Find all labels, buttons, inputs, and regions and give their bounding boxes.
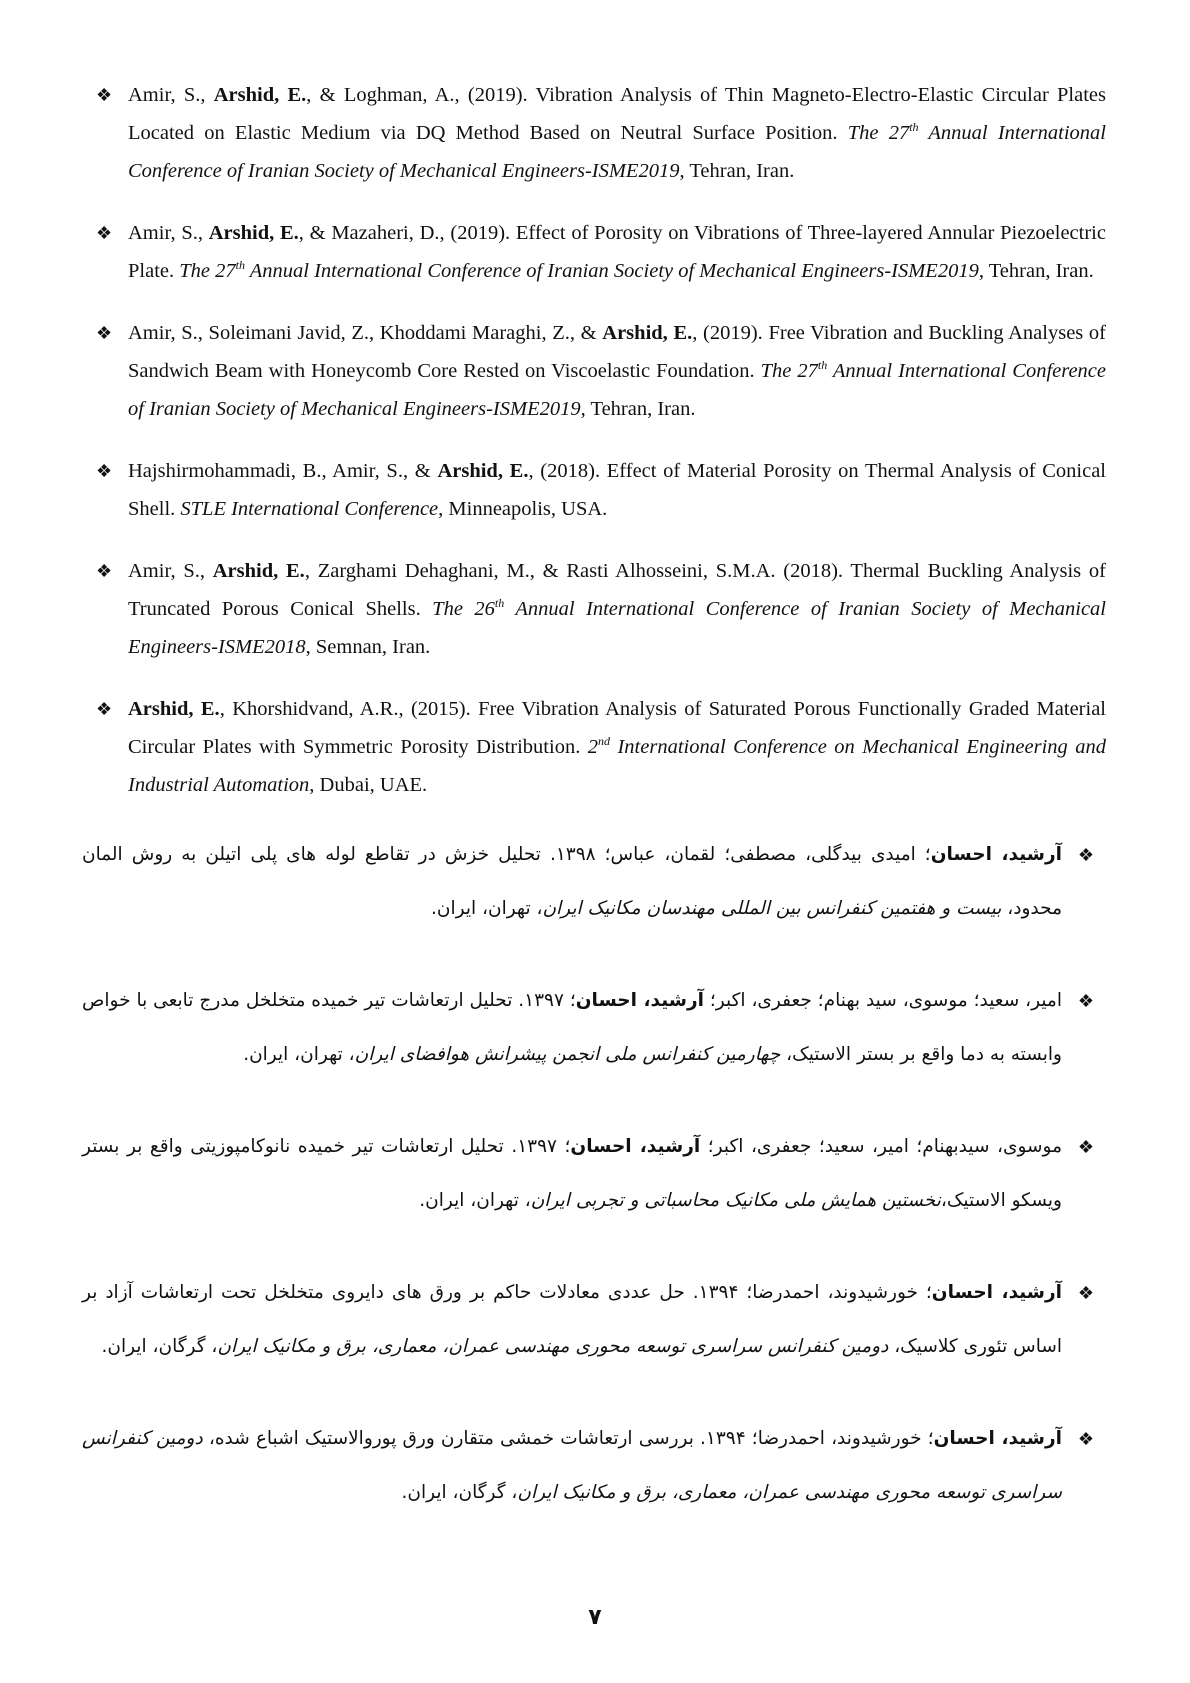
ref-text: , (2018). Effect of Material Porosity on Thermal Analysis of Conical Shell. (128, 460, 1106, 520)
diamond-bullet-icon: ❖ (96, 461, 113, 481)
reference-item (96, 452, 1106, 528)
ref-venue: The 26th Annual International Conference of Iranian Society of Mechanical Engineers-ISME2018 (128, 596, 1107, 658)
ref-highlight-author: آرشید، احسان (570, 1136, 701, 1157)
ref-text: ؛ امیدی بیدگلی، مصطفی؛ لقمان، عباس؛ ۱۳۹۸. تحلیل خزش در تقاطع لوله های پلی اتیلن به روش المان محدود، (82, 844, 1062, 919)
ref-highlight-author: Arshid, E. (437, 460, 529, 482)
persian-reference-list (82, 828, 1094, 1520)
reference-item (96, 690, 1106, 804)
diamond-bullet-icon: ❖ (1077, 991, 1094, 1011)
ref-authors: Amir, S., (128, 560, 213, 582)
ref-highlight-author: آرشید، احسان (933, 1428, 1062, 1449)
ref-location: ، گرگان، ایران. (101, 1336, 218, 1357)
ref-location: , Tehran, Iran. (580, 398, 696, 420)
ref-venue: 2nd International Conference on Mechanical Engineering and Industrial Automation (128, 734, 1106, 796)
ref-text: ؛ ۱۳۹۷. تحلیل ارتعاشات تیر خمیده متخلخل مدرج تابعی با خواص وابسته به دما واقع بر بستر الاستیک، (82, 990, 1062, 1065)
ref-location: , Semnan, Iran. (305, 636, 431, 658)
ref-highlight-author: آرشید، احسان (931, 1282, 1062, 1303)
ref-location: ، تهران، ایران. (243, 1044, 355, 1065)
ref-venue: دومین کنفرانس سراسری توسعه محوری مهندسی عمران، معماری، برق و مکانیک ایران (217, 1336, 889, 1357)
ref-highlight-author: آرشید، احسان (575, 990, 704, 1011)
reference-item (96, 76, 1106, 190)
ref-highlight-author: Arshid, E. (212, 560, 305, 582)
reference-item (96, 314, 1106, 428)
ref-location: , Tehran, Iran. (978, 260, 1094, 282)
ref-text: ؛ ۱۳۹۷. تحلیل ارتعاشات تیر خمیده نانوکامپوزیتی واقع بر بستر ویسکو الاستیک، (82, 1136, 1062, 1211)
ref-text: ؛ خورشیدوند، احمدرضا؛ ۱۳۹۴. حل عددی معادلات حاکم بر ورق های دایروی متخلخل تحت ارتعاشات آزاد بر اساس تئوری کلاسیک، (82, 1282, 1062, 1357)
ref-location: ، تهران، ایران. (431, 898, 543, 919)
ref-location: ، تهران، ایران. (419, 1190, 531, 1211)
diamond-bullet-icon: ❖ (96, 699, 113, 719)
ref-venue: بیست و هفتمین کنفرانس بین المللی مهندسان مکانیک ایران (542, 898, 1002, 919)
reference-item (96, 214, 1106, 290)
ref-authors: Hajshirmohammadi, B., Amir, S., & (128, 460, 438, 482)
reference-item (96, 552, 1106, 666)
ref-venue: The 27th Annual International Conference of Iranian Society of Mechanical Engineers-ISME2019 (179, 258, 979, 282)
reference-item (82, 1412, 1094, 1520)
ref-authors: Amir, S., (128, 84, 214, 106)
ref-authors: موسوی، سیدبهنام؛ امیر، سعید؛ جعفری، اکبر؛ (700, 1136, 1062, 1157)
ref-venue: نخستین همایش ملی مکانیک محاسباتی و تجربی ایران (530, 1190, 941, 1211)
page-number: ۷ (588, 1605, 602, 1630)
ref-location: , Minneapolis, USA. (438, 498, 608, 520)
ref-venue: دومین کنفرانس سراسری توسعه محوری مهندسی عمران، معماری، برق و مکانیک ایران (82, 1428, 1062, 1503)
ref-text: ؛ خورشیدوند، احمدرضا؛ ۱۳۹۴. بررسی ارتعاشات خمشی متقارن ورق پوروالاستیک اشباع شده، (202, 1428, 934, 1449)
diamond-bullet-icon: ❖ (96, 85, 113, 105)
reference-item (82, 974, 1094, 1082)
diamond-bullet-icon: ❖ (1077, 1137, 1094, 1157)
ref-highlight-author: Arshid, E. (602, 322, 693, 344)
ref-highlight-author: Arshid, E. (128, 698, 220, 720)
ref-location: ، گرگان، ایران. (401, 1482, 518, 1503)
ref-venue: چهارمین کنفرانس ملی انجمن پیشرانش هوافضای ایران (354, 1044, 781, 1065)
ref-venue: The 27th Annual International Conference of Iranian Society of Mechanical Engineers-ISME2019 (128, 358, 1107, 420)
ref-text: , (2019). Free Vibration and Buckling Analyses of Sandwich Beam with Honeycomb Core Rested on Viscoelastic Foundation. (128, 322, 1106, 382)
diamond-bullet-icon: ❖ (1077, 1429, 1094, 1449)
diamond-bullet-icon: ❖ (96, 223, 113, 243)
diamond-bullet-icon: ❖ (96, 323, 113, 343)
ref-highlight-author: Arshid, E. (208, 222, 299, 244)
ref-highlight-author: Arshid, E. (213, 84, 307, 106)
ref-location: , Dubai, UAE. (309, 774, 428, 796)
ref-authors: امیر، سعید؛ موسوی، سید بهنام؛ جعفری، اکبر؛ (703, 990, 1062, 1011)
ref-highlight-author: آرشید، احسان (930, 844, 1062, 865)
reference-item (82, 1120, 1094, 1228)
diamond-bullet-icon: ❖ (96, 561, 113, 581)
english-reference-list (96, 76, 1106, 804)
reference-item (82, 1266, 1094, 1374)
diamond-bullet-icon: ❖ (1077, 845, 1094, 865)
ref-authors: Amir, S., Soleimani Javid, Z., Khoddami Maraghi, Z., & (128, 322, 603, 344)
diamond-bullet-icon: ❖ (1077, 1283, 1094, 1303)
ref-venue: STLE International Conference (180, 498, 439, 520)
ref-authors: Amir, S., (128, 222, 209, 244)
reference-item (82, 828, 1094, 936)
ref-text: , Khorshidvand, A.R., (2015). Free Vibration Analysis of Saturated Porous Functionally Graded Material Circular Plates with Symmetric Porosity Distribution. (128, 698, 1106, 758)
ref-text: , Zarghami Dehaghani, M., & Rasti Alhosseini, S.M.A. (2018). Thermal Buckling Analysis of Truncated Porous Conical Shells. (128, 560, 1106, 620)
ref-location: , Tehran, Iran. (679, 160, 795, 182)
ref-text: , & Mazaheri, D., (2019). Effect of Porosity on Vibrations of Three-layered Annular Piezoelectric Plate. (128, 222, 1106, 282)
ref-text: , & Loghman, A., (2019). Vibration Analysis of Thin Magneto-Electro-Elastic Circular Plates Located on Elastic Medium via DQ Method Based on Neutral Surface Position. (128, 84, 1106, 144)
ref-venue: The 27th Annual International Conference of Iranian Society of Mechanical Engineers-ISME2019 (128, 120, 1107, 182)
